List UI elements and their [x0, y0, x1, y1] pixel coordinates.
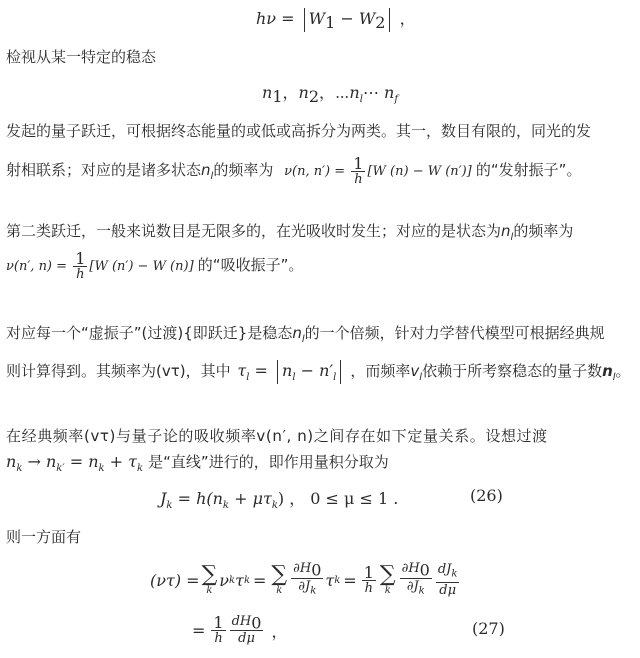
emission-frac-den: h	[354, 172, 363, 187]
equation-energy-difference	[256, 6, 416, 32]
eq27-pd-den-sub: k	[310, 585, 317, 597]
virtual-text-c: 则计算得到。其频率为(vτ)，其中	[6, 362, 231, 380]
state-nl-sub: l	[359, 94, 363, 106]
eq27-sum-2: ∑ k	[271, 562, 288, 596]
eq-w1-sub: 1	[325, 13, 336, 33]
eq27-pd2-num-sub: 0	[419, 561, 430, 580]
paragraph-emission-line1: 发起的量子跃迁，可根据终态能量的或低或高拆分为两类。其一，数目有限的，同光的发	[6, 122, 592, 140]
absorption-text-a: 第二类跃迁，一般来说数目是无限多的，在光吸收时发生；对应的是状态为	[6, 222, 502, 240]
tau-sub: l	[246, 372, 250, 384]
eq27-sum-3-idx: k	[384, 585, 391, 596]
state-dots: ，⋯	[319, 83, 350, 102]
eq26-rest-sub: k	[222, 500, 229, 512]
eq27-line2-one-over-h	[211, 612, 225, 646]
absorption-nl-sub: l	[510, 232, 514, 243]
eq27-tau-2-sub: k	[334, 574, 341, 586]
emission-nl-sub: l	[210, 171, 214, 182]
eq26-rest2-sub: k	[271, 500, 278, 512]
eq27-sum-1: ∑ k	[201, 562, 218, 596]
transition-formula	[6, 452, 148, 475]
state-nf: n	[384, 83, 395, 102]
trans-a-sub: k	[16, 463, 23, 475]
virtual-text-e: 依赖于所考察稳态的量子数	[422, 362, 603, 380]
emission-formula-lhs: ν(n, n′) =	[284, 164, 346, 179]
eq27-line2-eq: =	[192, 620, 206, 640]
trans-b: n	[45, 452, 57, 471]
trans-tau-sub: k	[137, 463, 144, 475]
tau-symbol: τ	[237, 361, 247, 380]
equation-26	[160, 486, 398, 511]
eq27-comma: ，	[271, 621, 288, 641]
emission-text-b: 的频率为	[213, 161, 274, 179]
virtual-nl: n	[292, 324, 302, 342]
eq27-pd2-num: ∂H	[401, 561, 420, 577]
state-n2: n	[298, 83, 309, 102]
state-sep: ，	[282, 83, 299, 102]
virtual-n-sub: l	[612, 372, 616, 383]
tau-abs-right	[340, 360, 341, 384]
relation-text-b: 是“直线”进行的，即作用量积分取为	[148, 453, 389, 471]
eq-tail: ，	[399, 9, 416, 28]
eq27-pd-den: ∂J	[298, 579, 311, 594]
equation-27-line1	[150, 558, 461, 602]
tau-n: n	[282, 361, 293, 380]
state-n2-sub: 2	[308, 87, 320, 107]
eq27-tau-sub: k	[243, 574, 250, 586]
abs-bar-left	[304, 8, 305, 32]
eq27-dh-dmu	[230, 614, 264, 647]
absorption-frac-num: 1	[75, 249, 86, 268]
eq26-rest3: ) ， 0 ≤ μ ≤ 1 .	[277, 489, 399, 508]
absorption-text-b: 的频率为	[513, 222, 574, 240]
equation-26-number: (26)	[470, 486, 503, 505]
eq26-rest2: + μτ	[228, 489, 272, 508]
eq27-sum-1-idx: k	[206, 585, 213, 596]
eq26-j-sub: k	[166, 500, 173, 512]
virtual-v: v	[410, 362, 420, 380]
eq27-f1-den: h	[364, 580, 373, 596]
paragraph-absorption-line1	[6, 221, 573, 248]
emission-text-a: 射相联系；对应的是诸多状态	[6, 161, 202, 179]
eq27-partial-fraction-2	[400, 561, 432, 598]
tau-minus: −	[295, 361, 320, 380]
eq27-sum-2-idx: k	[276, 585, 283, 596]
equation-27-number: (27)	[472, 619, 505, 638]
eq27-eq-1: =	[253, 570, 267, 590]
virtual-text-b: 的一个倍频，针对力学替代模型可根据经典规	[304, 324, 605, 342]
eq27-nu-sub: k	[229, 574, 236, 586]
eq27-d-num: dJ	[437, 562, 452, 578]
eq27-eq-2: =	[343, 570, 357, 590]
state-nl: n	[349, 83, 360, 102]
absorption-nl: n	[501, 222, 511, 240]
eq27-tau-2: τ	[325, 570, 335, 590]
virtual-v-sub: l	[419, 372, 423, 383]
eq27-f2-den: h	[214, 630, 223, 646]
trans-c: n	[88, 452, 99, 471]
paragraph-virtual-oscillator-line1	[6, 323, 605, 350]
trans-arrow: →	[22, 452, 46, 471]
eq27-tau: τ	[235, 570, 244, 590]
trans-tau: τ	[128, 452, 137, 471]
tau-formula	[237, 361, 350, 384]
state-nf-sub: f	[394, 94, 399, 106]
paragraph-relation-line1: 在经典频率(vτ)与量子论的吸收频率v(n′, n)之间存在如下定量关系。设想过渡	[6, 427, 548, 445]
state-sequence	[262, 80, 398, 106]
eq27-d2-num: dH	[231, 613, 252, 629]
absorption-formula	[6, 249, 198, 282]
virtual-nl-sub: l	[301, 334, 305, 345]
eq27-partial-fraction	[291, 561, 323, 598]
eq27-nu: ν	[219, 570, 230, 590]
eq27-d2-num-sub: 0	[251, 613, 262, 633]
trans-plus: +	[104, 452, 129, 471]
paragraph-relation-line2	[6, 452, 389, 479]
virtual-end: 。	[615, 362, 631, 380]
eq27-dj-dmu	[436, 562, 460, 598]
eq27-pd-num: ∂H	[293, 561, 312, 577]
absorption-formula-body: [W (n′) − W (n)]	[89, 259, 194, 274]
eq-lhs: hν =	[256, 9, 295, 28]
absorption-fraction	[73, 251, 87, 282]
eq-w2: W	[358, 9, 376, 28]
virtual-n: n	[602, 362, 613, 380]
virtual-text-d: ，而频率	[350, 362, 411, 380]
eq27-one-over-h	[362, 562, 376, 596]
emission-formula-body: [W (n) − W (n′)]	[367, 164, 472, 179]
state-n1: n	[262, 83, 273, 102]
trans-c-sub: k	[98, 463, 105, 475]
paragraph-stationary-state: 检视从某一特定的稳态	[6, 48, 157, 66]
tau-n2: n′	[319, 361, 334, 380]
paragraph-on-one-hand: 则一方面有	[6, 528, 82, 546]
eq-w1: W	[308, 9, 326, 28]
absorption-frac-den: h	[76, 267, 85, 282]
eq27-f2-num: 1	[213, 612, 224, 632]
absorption-text-c: 的“吸收振子”。	[197, 256, 304, 274]
eq27-pd2-den: ∂J	[406, 579, 419, 594]
tau-eq: =	[249, 361, 274, 380]
emission-formula	[284, 154, 476, 187]
absorption-formula-lhs: ν(n′, n) =	[6, 259, 68, 274]
emission-frac-num: 1	[353, 154, 364, 173]
paragraph-virtual-oscillator-line2	[6, 356, 631, 386]
emission-nl: n	[201, 161, 211, 179]
abs-bar-right	[389, 8, 390, 32]
eq26-rest: = h(n	[172, 489, 223, 508]
eq27-pd-num-sub: 0	[311, 561, 322, 580]
trans-a: n	[6, 452, 17, 471]
eq27-d2-den: dμ	[238, 631, 255, 647]
eq27-lhs: (ντ) =	[150, 570, 200, 590]
tau-n-sub: l	[292, 372, 296, 384]
eq27-d-den: dμ	[439, 582, 457, 598]
virtual-text-a: 对应每一个“虚振子”(过渡){即跃迁}是稳态	[6, 324, 293, 342]
state-dots-2: ⋯	[362, 83, 379, 102]
emission-fraction	[351, 156, 365, 187]
eq27-pd2-den-sub: k	[418, 585, 425, 597]
equation-27-line2	[192, 608, 287, 652]
tau-abs-left	[277, 360, 278, 384]
state-n1-sub: 1	[272, 87, 283, 107]
eq27-d-num-sub: k	[451, 568, 458, 580]
eq27-sum-3: ∑ k	[379, 562, 396, 596]
paragraph-emission-line2	[6, 155, 581, 185]
trans-b-sub: k′	[56, 463, 65, 475]
emission-text-c: 的“发射振子”。	[475, 161, 582, 179]
eq-minus: −	[335, 9, 359, 28]
eq27-f1-num: 1	[363, 562, 374, 582]
tau-n2-sub: l	[333, 372, 337, 384]
eq-w2-sub: 2	[375, 13, 386, 33]
eq26-j: J	[160, 489, 167, 508]
paragraph-absorption-line2	[6, 250, 303, 280]
trans-eq: =	[64, 452, 89, 471]
